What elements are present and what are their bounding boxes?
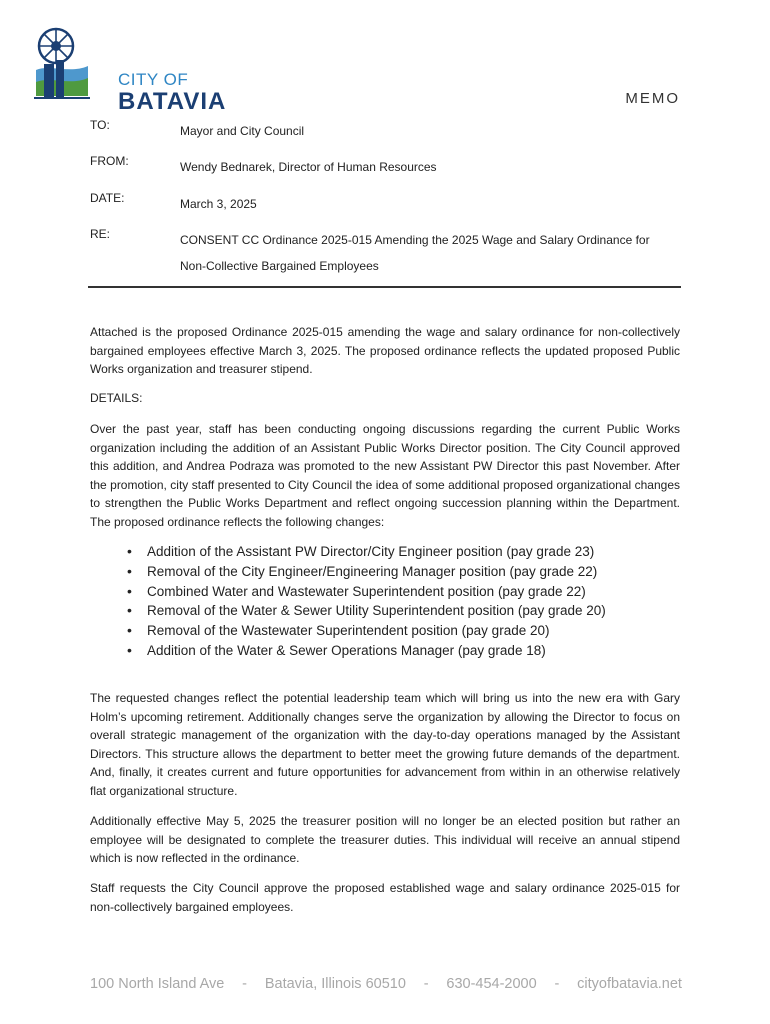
windmill-icon: [30, 26, 110, 102]
from-value: Wendy Bednarek, Director of Human Resources: [180, 160, 437, 174]
list-item: • Removal of the Wastewater Superintendent position (pay grade 20): [147, 621, 737, 641]
footer-separator: -: [242, 976, 248, 992]
intro-paragraph: Attached is the proposed Ordinance 2025-015 amending the wage and salary ordinance for non-collectively bargained employees effective March 3, 2025. The proposed ordinance reflects the updated proposed Public Works organization and treasurer stipend.: [90, 325, 680, 376]
footer-phone: 630-454-2000: [446, 976, 537, 992]
list-item: • Removal of the City Engineer/Engineering Manager position (pay grade 22): [147, 562, 737, 582]
logo-name-text: BATAVIA: [118, 88, 227, 115]
re-line-1: CONSENT CC Ordinance 2025-015 Amending the 2025 Wage and Salary Ordinance for: [180, 233, 650, 247]
footer-separator: -: [423, 976, 429, 992]
request-paragraph: Staff requests the City Council approve the proposed established wage and salary ordinance 2025-015 for non-collectively bargained employees.: [90, 881, 680, 914]
list-item: • Addition of the Water & Sewer Operations Manager (pay grade 18): [147, 641, 737, 661]
date-value: March 3, 2025: [180, 197, 257, 211]
list-item: • Removal of the Water & Sewer Utility Superintendent position (pay grade 20): [147, 601, 737, 621]
footer-city: Batavia, Illinois 60510: [264, 976, 406, 992]
footer-address: 100 North Island Ave: [90, 976, 225, 992]
to-label: TO:: [90, 118, 110, 132]
re-line-2: Non-Collective Bargained Employees: [180, 259, 379, 273]
city-logo: [30, 26, 227, 115]
footer: [90, 976, 682, 992]
changes-list: [90, 542, 737, 661]
details-paragraph: Over the past year, staff has been conducting ongoing discussions regarding the current Public Works organization including the addition of an Assistant Public Works Director position. The City Council approved this addition, and Andrea Podraza was promoted to the new Assistant PW Director this past November. After the promotion, city staff presented to City Council the idea of some additional proposed organizational changes to strengthen the Public Works Department and reflect ongoing succession planning within the Department. The proposed ordinance reflects the following changes:: [90, 422, 680, 529]
treasurer-paragraph: Additionally effective May 5, 2025 the treasurer position will no longer be an elected position but rather an employee will be designated to complete the treasurer duties. This individual will receive an annual stipend which is now reflected in the ordinance.: [90, 814, 680, 865]
from-label: FROM:: [90, 154, 129, 168]
header-divider: [88, 286, 681, 288]
leadership-paragraph: The requested changes reflect the potential leadership team which will bring us into the new era with Gary Holm’s upcoming retirement. Additionally changes serve the organization by allowing the Director to focus on overall strategic management of the organization with the day-to-day operations managed by the Assistant Directors. This structure allows the department to better meet the growing future demands of the department. And, finally, it creates current and future opportunities for advancement from within in an otherwise relatively flat organizational structure.: [90, 691, 680, 798]
details-heading: DETAILS:: [90, 391, 143, 405]
date-label: DATE:: [90, 191, 125, 205]
re-value: [180, 227, 680, 279]
logo-city-text: CITY OF: [118, 70, 189, 89]
list-item: • Addition of the Assistant PW Director/City Engineer position (pay grade 23): [147, 542, 737, 562]
list-item: • Combined Water and Wastewater Superintendent position (pay grade 22): [147, 582, 737, 602]
footer-separator: -: [554, 976, 560, 992]
footer-website: cityofbatavia.net: [577, 976, 682, 992]
to-value: Mayor and City Council: [180, 124, 305, 138]
memo-label: MEMO: [625, 90, 680, 107]
re-label: RE:: [90, 227, 111, 241]
